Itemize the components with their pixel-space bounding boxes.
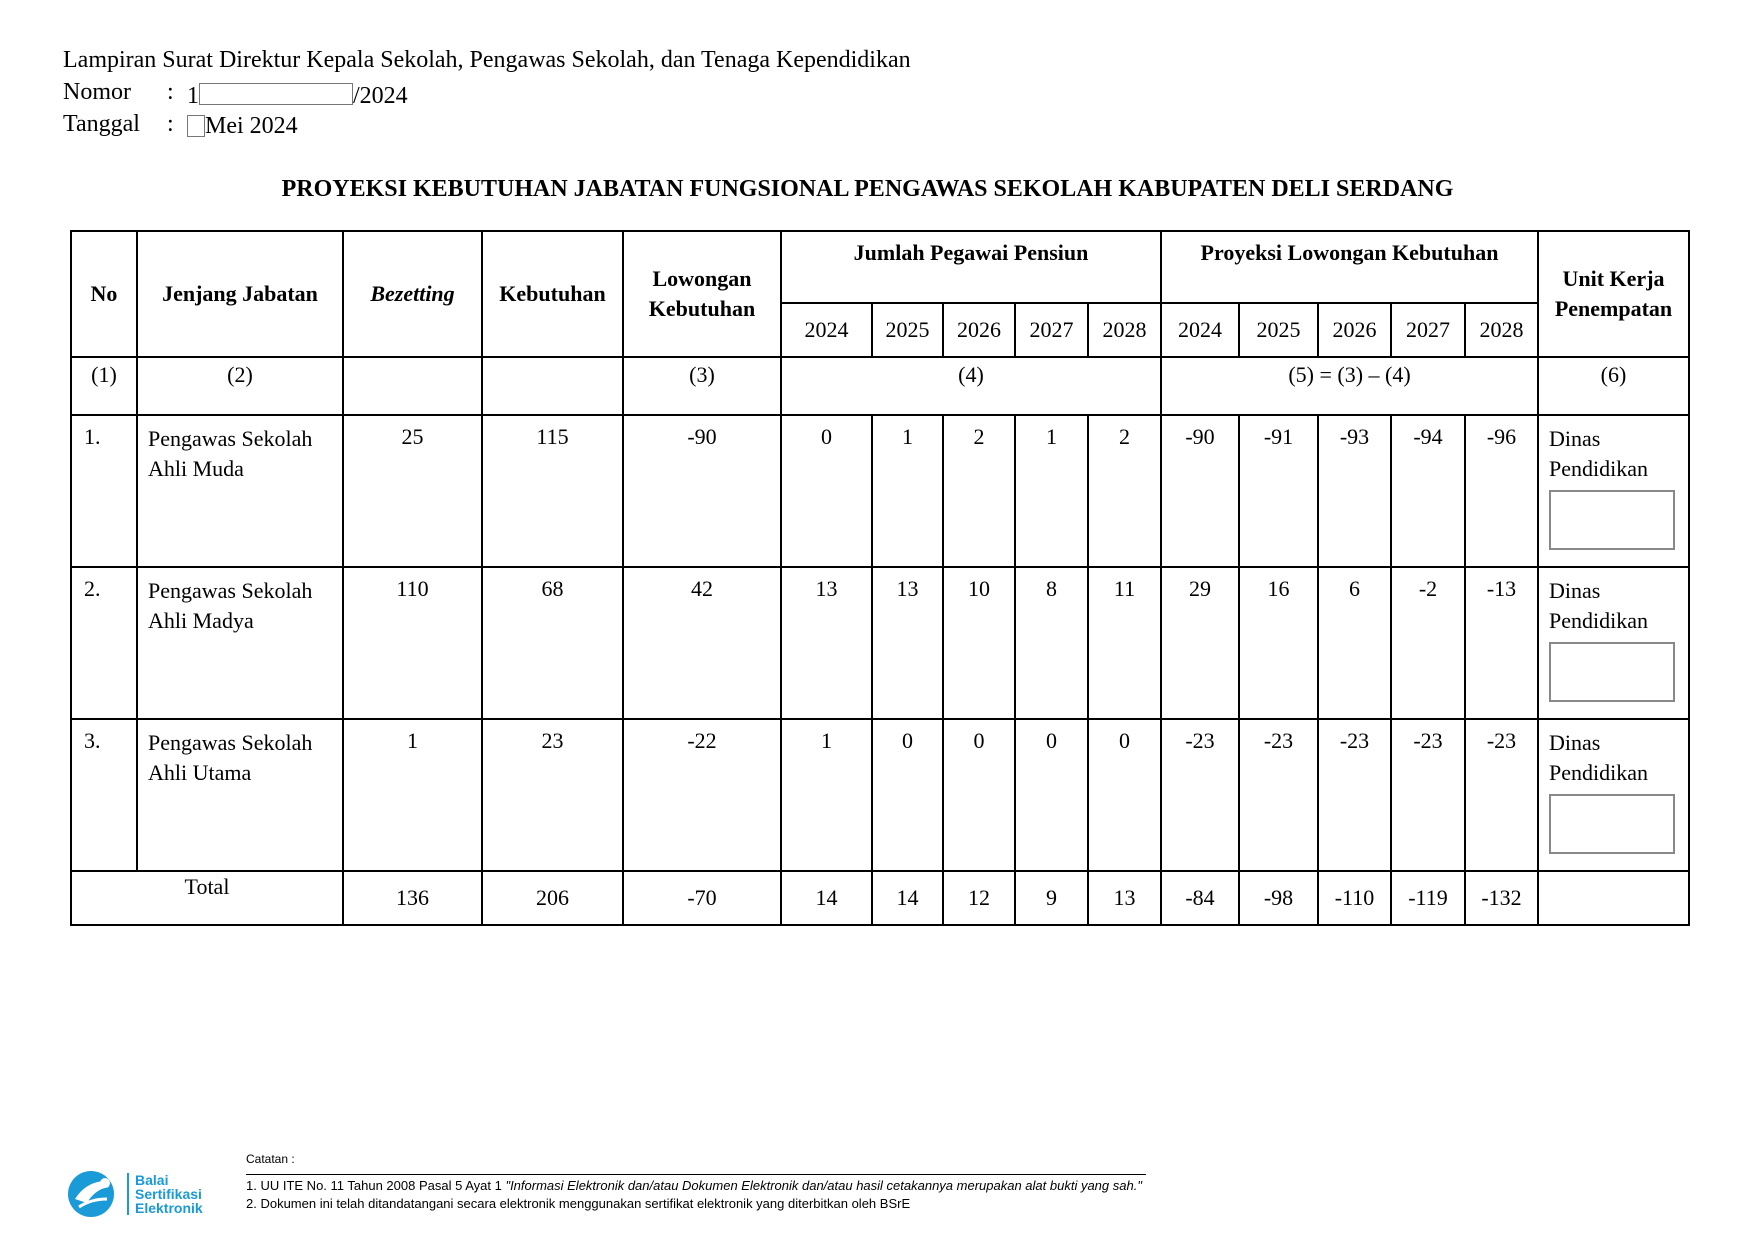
row-pensiun-2025: 0 — [872, 719, 943, 871]
notes-divider — [246, 1174, 1146, 1175]
row-pensiun-2026: 2 — [943, 415, 1015, 567]
bsre-logo — [65, 1166, 235, 1222]
logo-line-3: Elektronik — [135, 1200, 203, 1216]
tanggal-redacted-box — [187, 115, 205, 137]
row-kebutuhan: 23 — [482, 719, 623, 871]
index-blank — [343, 357, 482, 415]
col-header-pensiun: Jumlah Pegawai Pensiun — [781, 231, 1161, 303]
document-header — [63, 44, 911, 140]
total-pensiun-2028: 13 — [1088, 871, 1161, 925]
row-lowongan: -90 — [623, 415, 781, 567]
total-proyeksi-2024: -84 — [1161, 871, 1239, 925]
row-pensiun-2025: 13 — [872, 567, 943, 719]
letter-reference: Lampiran Surat Direktur Kepala Sekolah, Pengawas Sekolah, dan Tenaga Kependidikan — [63, 47, 911, 73]
col-header-proyeksi: Proyeksi Lowongan Kebutuhan — [1161, 231, 1538, 303]
row-jenjang: Pengawas Sekolah Ahli Muda — [137, 415, 343, 567]
nomor-label: Nomor — [63, 79, 131, 105]
total-pensiun-2027: 9 — [1015, 871, 1088, 925]
note-1-quote: "Informasi Elektronik dan/atau Dokumen Elektronik dan/atau hasil cetakannya merupakan alat bukti yang sah." — [505, 1178, 1142, 1193]
col-header-no: No — [71, 231, 137, 357]
nomor-redacted-box — [199, 83, 353, 105]
total-pensiun-2026: 12 — [943, 871, 1015, 925]
total-lowongan: -70 — [623, 871, 781, 925]
row-pensiun-2024: 0 — [781, 415, 872, 567]
unit-redacted-box — [1549, 642, 1675, 702]
unit-redacted-box — [1549, 794, 1675, 854]
row-unit — [1538, 415, 1689, 567]
nomor-value — [187, 80, 408, 112]
proyeksi-year-2028: 2028 — [1465, 303, 1538, 357]
total-label: Total — [71, 871, 343, 925]
row-pensiun-2024: 1 — [781, 719, 872, 871]
catatan-label: Catatan : — [246, 1152, 295, 1166]
page-title: PROYEKSI KEBUTUHAN JABATAN FUNGSIONAL PENGAWAS SEKOLAH KABUPATEN DELI SERDANG — [281, 176, 1454, 202]
row-proyeksi-2025: 16 — [1239, 567, 1318, 719]
pensiun-year-2025: 2025 — [872, 303, 943, 357]
row-proyeksi-2026: -93 — [1318, 415, 1391, 567]
bsre-emblem-icon — [65, 1169, 121, 1219]
tanggal-row — [63, 108, 911, 140]
pensiun-year-2027: 2027 — [1015, 303, 1088, 357]
row-lowongan: -22 — [623, 719, 781, 871]
row-proyeksi-2027: -23 — [1391, 719, 1465, 871]
index-4: (4) — [781, 357, 1161, 415]
col-header-lowongan: Lowongan Kebutuhan — [623, 231, 781, 357]
row-no: 1. — [71, 415, 137, 567]
total-pensiun-2025: 14 — [872, 871, 943, 925]
row-proyeksi-2024: 29 — [1161, 567, 1239, 719]
row-pensiun-2026: 0 — [943, 719, 1015, 871]
row-lowongan: 42 — [623, 567, 781, 719]
logo-line-2: Sertifikasi — [135, 1186, 202, 1202]
index-row — [71, 357, 1689, 415]
row-pensiun-2025: 1 — [872, 415, 943, 567]
nomor-prefix: 1 — [187, 83, 199, 109]
table-row — [71, 719, 1689, 871]
row-proyeksi-2026: 6 — [1318, 567, 1391, 719]
proyeksi-year-2027: 2027 — [1391, 303, 1465, 357]
bsre-logo-text — [127, 1173, 203, 1215]
index-1: (1) — [71, 357, 137, 415]
nomor-colon: : — [167, 79, 174, 105]
row-kebutuhan: 68 — [482, 567, 623, 719]
tanggal-label: Tanggal — [63, 111, 140, 137]
row-pensiun-2027: 0 — [1015, 719, 1088, 871]
row-proyeksi-2027: -2 — [1391, 567, 1465, 719]
col-header-kebutuhan: Kebutuhan — [482, 231, 623, 357]
row-no: 3. — [71, 719, 137, 871]
index-3: (3) — [623, 357, 781, 415]
header-line — [63, 44, 911, 76]
col-header-jenjang: Jenjang Jabatan — [137, 231, 343, 357]
row-proyeksi-2027: -94 — [1391, 415, 1465, 567]
total-bezetting: 136 — [343, 871, 482, 925]
row-proyeksi-2028: -96 — [1465, 415, 1538, 567]
unit-redacted-box — [1549, 490, 1675, 550]
tanggal-colon: : — [167, 111, 174, 137]
table-row — [71, 567, 1689, 719]
col-header-unit: Unit Kerja Penempatan — [1538, 231, 1689, 357]
row-pensiun-2028: 2 — [1088, 415, 1161, 567]
row-proyeksi-2024: -90 — [1161, 415, 1239, 567]
note-2: 2. Dokumen ini telah ditandatangani secara elektronik menggunakan sertifikat elektronik yang diterbitkan oleh BSrE — [246, 1196, 911, 1211]
row-pensiun-2027: 1 — [1015, 415, 1088, 567]
pensiun-year-2028: 2028 — [1088, 303, 1161, 357]
row-proyeksi-2028: -13 — [1465, 567, 1538, 719]
total-proyeksi-2027: -119 — [1391, 871, 1465, 925]
tanggal-value — [187, 110, 298, 142]
proyeksi-year-2026: 2026 — [1318, 303, 1391, 357]
note-1-prefix: 1. UU ITE No. 11 Tahun 2008 Pasal 5 Ayat 1 — [246, 1178, 506, 1193]
table-row — [71, 415, 1689, 567]
unit-label: Dinas Pendidikan — [1549, 730, 1648, 785]
logo-line-1: Balai — [135, 1172, 169, 1188]
row-jenjang: Pengawas Sekolah Ahli Madya — [137, 567, 343, 719]
row-pensiun-2028: 11 — [1088, 567, 1161, 719]
row-pensiun-2027: 8 — [1015, 567, 1088, 719]
index-2: (2) — [137, 357, 343, 415]
row-no: 2. — [71, 567, 137, 719]
total-unit-empty — [1538, 871, 1689, 925]
nomor-suffix: /2024 — [353, 83, 408, 109]
row-kebutuhan: 115 — [482, 415, 623, 567]
row-proyeksi-2026: -23 — [1318, 719, 1391, 871]
note-1 — [246, 1177, 1146, 1195]
document-footer — [63, 1150, 1163, 1220]
row-pensiun-2028: 0 — [1088, 719, 1161, 871]
nomor-row — [63, 76, 911, 108]
row-proyeksi-2028: -23 — [1465, 719, 1538, 871]
row-pensiun-2024: 13 — [781, 567, 872, 719]
row-bezetting: 25 — [343, 415, 482, 567]
row-proyeksi-2025: -23 — [1239, 719, 1318, 871]
pensiun-year-2026: 2026 — [943, 303, 1015, 357]
row-pensiun-2026: 10 — [943, 567, 1015, 719]
proyeksi-year-2024: 2024 — [1161, 303, 1239, 357]
row-unit — [1538, 719, 1689, 871]
projection-table — [70, 230, 1690, 926]
row-proyeksi-2024: -23 — [1161, 719, 1239, 871]
row-bezetting: 110 — [343, 567, 482, 719]
total-proyeksi-2026: -110 — [1318, 871, 1391, 925]
total-proyeksi-2028: -132 — [1465, 871, 1538, 925]
unit-label: Dinas Pendidikan — [1549, 578, 1648, 633]
header-row — [71, 231, 1689, 303]
index-5: (5) = (3) – (4) — [1161, 357, 1538, 415]
index-6: (6) — [1538, 357, 1689, 415]
total-row — [71, 871, 1689, 925]
row-unit — [1538, 567, 1689, 719]
total-kebutuhan: 206 — [482, 871, 623, 925]
total-pensiun-2024: 14 — [781, 871, 872, 925]
unit-label: Dinas Pendidikan — [1549, 426, 1648, 481]
pensiun-year-2024: 2024 — [781, 303, 872, 357]
proyeksi-year-2025: 2025 — [1239, 303, 1318, 357]
row-bezetting: 1 — [343, 719, 482, 871]
row-proyeksi-2025: -91 — [1239, 415, 1318, 567]
row-jenjang: Pengawas Sekolah Ahli Utama — [137, 719, 343, 871]
footer-notes — [246, 1150, 1146, 1213]
index-blank — [482, 357, 623, 415]
col-header-bezetting: Bezetting — [343, 231, 482, 357]
tanggal-text: Mei 2024 — [205, 113, 298, 139]
total-proyeksi-2025: -98 — [1239, 871, 1318, 925]
